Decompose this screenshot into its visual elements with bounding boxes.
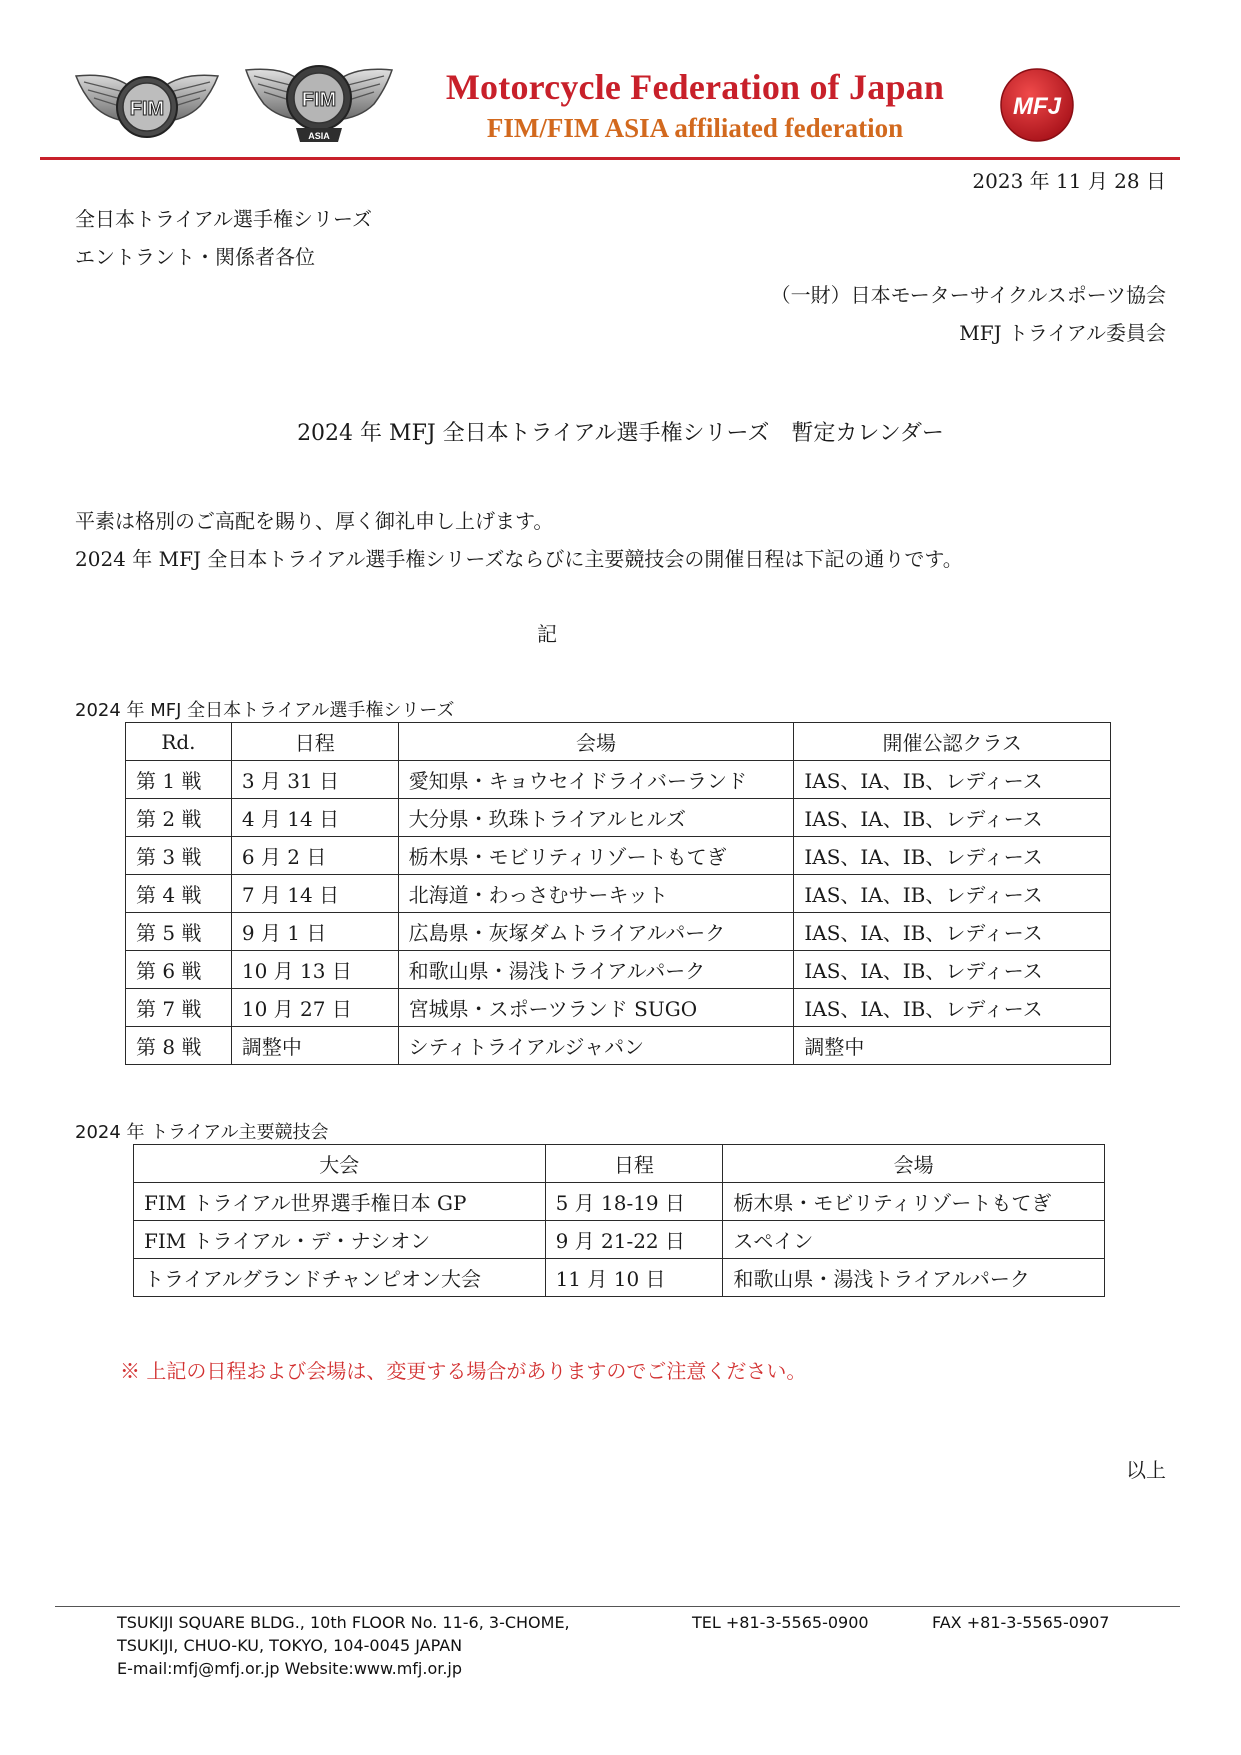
date-cell: 11 月 10 日 xyxy=(545,1259,723,1297)
class-cell: IAS、IA、IB、レディース xyxy=(794,799,1111,837)
venue-cell: 宮城県・スポーツランド SUGO xyxy=(398,989,794,1027)
events-table-header xyxy=(134,1145,1105,1183)
table-row xyxy=(134,1183,1105,1221)
round-cell: 第 4 戦 xyxy=(126,875,232,913)
venue-cell: 栃木県・モビリティリゾートもてぎ xyxy=(723,1183,1105,1221)
recipient-line-2: エントラント・関係者各位 xyxy=(75,245,315,269)
fim-asia-logo xyxy=(244,58,394,158)
footer-divider xyxy=(55,1606,1180,1607)
round-cell: 第 3 戦 xyxy=(126,837,232,875)
round-cell: 第 1 戦 xyxy=(126,761,232,799)
venue-cell: 和歌山県・湯浅トライアルパーク xyxy=(723,1259,1105,1297)
round-cell: 第 5 戦 xyxy=(126,913,232,951)
recipient-line-1: 全日本トライアル選手権シリーズ xyxy=(75,207,372,231)
venue-cell: 和歌山県・湯浅トライアルパーク xyxy=(398,951,794,989)
fim-asia-logo-subtext: ASIA xyxy=(308,131,330,141)
fim-asia-logo-text: FIM xyxy=(301,89,337,111)
sender-line-1: （一財）日本モーターサイクルスポーツ協会 xyxy=(770,283,1166,307)
venue-cell: シティトライアルジャパン xyxy=(398,1027,794,1065)
series-table xyxy=(125,722,1111,1065)
class-cell: IAS、IA、IB、レディース xyxy=(794,989,1111,1027)
table-row xyxy=(126,875,1111,913)
class-cell: IAS、IA、IB、レディース xyxy=(794,761,1111,799)
venue-cell: 愛知県・キョウセイドライバーランド xyxy=(398,761,794,799)
date-cell: 9 月 1 日 xyxy=(231,913,398,951)
series-heading: 2024 年 MFJ 全日本トライアル選手権シリーズ xyxy=(75,700,455,721)
class-cell: IAS、IA、IB、レディース xyxy=(794,875,1111,913)
venue-cell: 広島県・灰塚ダムトライアルパーク xyxy=(398,913,794,951)
class-cell: IAS、IA、IB、レディース xyxy=(794,951,1111,989)
events-heading: 2024 年 トライアル主要競技会 xyxy=(75,1122,329,1143)
table-row xyxy=(126,799,1111,837)
date-cell: 調整中 xyxy=(231,1027,398,1065)
column-header: 日程 xyxy=(231,723,398,761)
intro-paragraph: 2024 年 MFJ 全日本トライアル選手権シリーズならびに主要競技会の開催日程は下記の通りです。 xyxy=(75,547,963,571)
events-table xyxy=(133,1144,1105,1297)
fim-logo xyxy=(72,62,222,152)
column-header: Rd. xyxy=(126,723,232,761)
table-row xyxy=(126,1027,1111,1065)
mfj-logo-text: MFJ xyxy=(1013,93,1061,120)
fim-logo-text: FIM xyxy=(129,98,165,120)
footer-address-2: TSUKIJI, CHUO-KU, TOKYO, 104-0045 JAPAN xyxy=(117,1636,463,1655)
table-row xyxy=(126,989,1111,1027)
footer-fax: FAX +81-3-5565-0907 xyxy=(932,1613,1110,1632)
round-cell: 第 8 戦 xyxy=(126,1027,232,1065)
table-row xyxy=(126,913,1111,951)
org-subtitle: FIM/FIM ASIA affiliated federation xyxy=(486,113,904,143)
venue-cell: スペイン xyxy=(723,1221,1105,1259)
class-cell: IAS、IA、IB、レディース xyxy=(794,837,1111,875)
fim-asia-wings-icon xyxy=(244,58,394,158)
document-date: 2023 年 11 月 28 日 xyxy=(972,169,1166,193)
class-cell: IAS、IA、IB、レディース xyxy=(794,913,1111,951)
venue-cell: 栃木県・モビリティリゾートもてぎ xyxy=(398,837,794,875)
round-cell: 第 2 戦 xyxy=(126,799,232,837)
date-cell: 5 月 18-19 日 xyxy=(545,1183,723,1221)
table-row xyxy=(134,1259,1105,1297)
series-table-header xyxy=(126,723,1111,761)
venue-cell: 北海道・わっさむサーキット xyxy=(398,875,794,913)
date-cell: 4 月 14 日 xyxy=(231,799,398,837)
class-cell: 調整中 xyxy=(794,1027,1111,1065)
schedule-change-note: ※ 上記の日程および会場は、変更する場合がありますのでご注意ください。 xyxy=(120,1359,807,1383)
footer-tel: TEL +81-3-5565-0900 xyxy=(692,1613,869,1632)
closing-ijou: 以上 xyxy=(1126,1458,1166,1482)
mfj-logo xyxy=(998,66,1076,144)
date-cell: 10 月 27 日 xyxy=(231,989,398,1027)
date-cell: 6 月 2 日 xyxy=(231,837,398,875)
event-cell: FIM トライアル・デ・ナシオン xyxy=(134,1221,546,1259)
table-row xyxy=(126,951,1111,989)
mfj-emblem-icon xyxy=(998,66,1076,144)
round-cell: 第 7 戦 xyxy=(126,989,232,1027)
table-row xyxy=(126,837,1111,875)
event-cell: トライアルグランドチャンピオン大会 xyxy=(134,1259,546,1297)
footer-contact: E-mail:mfj@mfj.or.jp Website:www.mfj.or.jp xyxy=(117,1659,463,1678)
sender-line-2: MFJ トライアル委員会 xyxy=(959,321,1166,345)
table-row xyxy=(134,1221,1105,1259)
column-header: 開催公認クラス xyxy=(794,723,1111,761)
venue-cell: 大分県・玖珠トライアルヒルズ xyxy=(398,799,794,837)
column-header: 日程 xyxy=(545,1145,723,1183)
round-cell: 第 6 戦 xyxy=(126,951,232,989)
column-header: 会場 xyxy=(723,1145,1105,1183)
date-cell: 9 月 21-22 日 xyxy=(545,1221,723,1259)
date-cell: 7 月 14 日 xyxy=(231,875,398,913)
header-divider xyxy=(40,157,1180,160)
date-cell: 3 月 31 日 xyxy=(231,761,398,799)
event-cell: FIM トライアル世界選手権日本 GP xyxy=(134,1183,546,1221)
org-name-en: Motorcycle Federation of Japan xyxy=(445,67,945,107)
footer-address-1: TSUKIJI SQUARE BLDG., 10th FLOOR No. 11-6, 3-CHOME, xyxy=(117,1613,570,1632)
table-row xyxy=(126,761,1111,799)
greeting-paragraph: 平素は格別のご高配を賜り、厚く御礼申し上げます。 xyxy=(75,509,554,533)
ki-marker: 記 xyxy=(537,622,557,646)
column-header: 大会 xyxy=(134,1145,546,1183)
column-header: 会場 xyxy=(398,723,794,761)
fim-wings-icon xyxy=(72,62,222,152)
date-cell: 10 月 13 日 xyxy=(231,951,398,989)
document-title: 2024 年 MFJ 全日本トライアル選手権シリーズ 暫定カレンダー xyxy=(297,421,944,446)
